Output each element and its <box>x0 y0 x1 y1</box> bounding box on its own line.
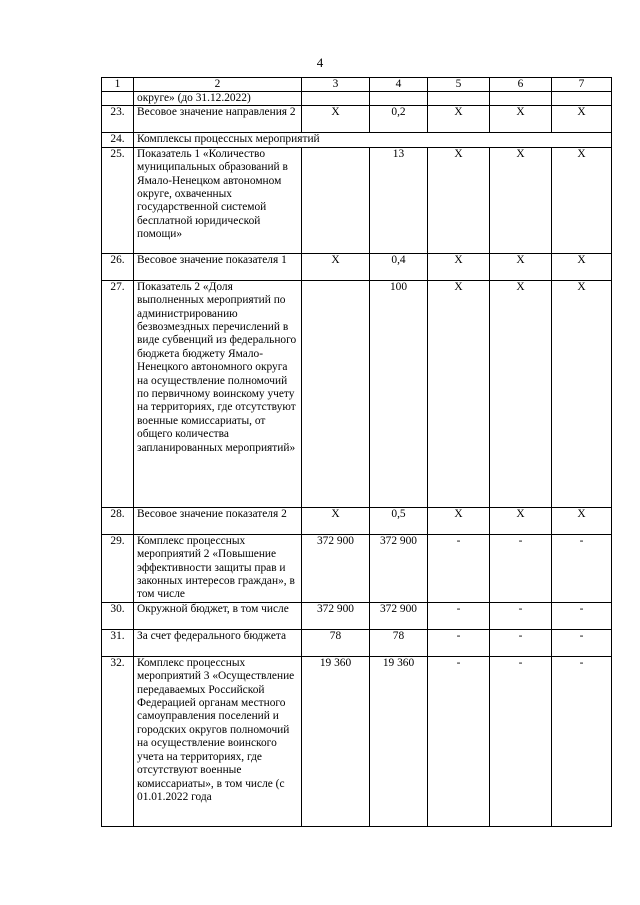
value-cell: 372 900 <box>370 602 428 629</box>
value-cell: X <box>302 253 370 280</box>
value-cell <box>552 92 612 106</box>
table-row <box>102 602 612 629</box>
value-cell: 78 <box>370 629 428 656</box>
empty-cell <box>370 133 612 147</box>
value-cell: X <box>490 507 552 534</box>
value-cell: 19 360 <box>370 656 428 826</box>
value-cell: 0,5 <box>370 507 428 534</box>
value-cell: - <box>428 602 490 629</box>
value-cell: - <box>490 629 552 656</box>
table-row <box>102 253 612 280</box>
table-row <box>102 133 612 147</box>
row-number: 32. <box>102 656 134 826</box>
value-cell: X <box>552 507 612 534</box>
value-cell: - <box>490 656 552 826</box>
header-cell: 5 <box>428 78 490 92</box>
table-row <box>102 147 612 253</box>
row-number: 23. <box>102 106 134 133</box>
value-cell: X <box>490 106 552 133</box>
value-cell: - <box>490 602 552 629</box>
indicators-table <box>101 77 612 827</box>
value-cell: X <box>302 106 370 133</box>
row-text: Весовое значение направления 2 <box>134 106 302 133</box>
row-number: 29. <box>102 534 134 602</box>
row-text: Окружной бюджет, в том числе <box>134 602 302 629</box>
value-cell <box>302 280 370 507</box>
value-cell: - <box>490 534 552 602</box>
value-cell: X <box>428 280 490 507</box>
value-cell: 78 <box>302 629 370 656</box>
row-text: округе» (до 31.12.2022) <box>134 92 302 106</box>
header-cell: 2 <box>134 78 302 92</box>
value-cell: 100 <box>370 280 428 507</box>
header-row <box>102 78 612 92</box>
value-cell: X <box>552 147 612 253</box>
header-cell: 3 <box>302 78 370 92</box>
row-text: Комплекс процессных мероприятий 3 «Осуществление передаваемых Российской Федерацией органам местного самоуправления поселений и городских округов полномочий на осуществление воинского учета на территориях, где отсутствуют военные комиссариаты», в том числе (с 01.01.2022 года <box>134 656 302 826</box>
value-cell: X <box>428 253 490 280</box>
value-cell: X <box>302 507 370 534</box>
table-row <box>102 106 612 133</box>
header-cell: 6 <box>490 78 552 92</box>
value-cell <box>302 147 370 253</box>
table-row <box>102 629 612 656</box>
value-cell: X <box>428 147 490 253</box>
row-text: Весовое значение показателя 1 <box>134 253 302 280</box>
value-cell: - <box>552 656 612 826</box>
table-row <box>102 280 612 507</box>
value-cell: X <box>552 280 612 507</box>
value-cell: - <box>552 629 612 656</box>
value-cell <box>490 92 552 106</box>
header-cell: 7 <box>552 78 612 92</box>
value-cell: X <box>552 106 612 133</box>
value-cell: - <box>552 534 612 602</box>
row-text: Показатель 2 «Доля выполненных мероприятий по администрированию безвозмездных перечислений в виде субвенций из федерального бюджета бюджету Ямало-Ненецкого автономного округа на осуществление полномочий по первичному воинскому учету на территориях, где отсутствуют военные комиссариаты, от общего количества запланированных мероприятий» <box>134 280 302 507</box>
value-cell: X <box>490 147 552 253</box>
value-cell: - <box>552 602 612 629</box>
value-cell: - <box>428 534 490 602</box>
row-text: Комплексы процессных мероприятий <box>134 133 370 147</box>
value-cell <box>370 92 428 106</box>
value-cell: 13 <box>370 147 428 253</box>
value-cell: X <box>490 280 552 507</box>
row-number: 30. <box>102 602 134 629</box>
row-text: За счет федерального бюджета <box>134 629 302 656</box>
table-row <box>102 507 612 534</box>
row-number: 26. <box>102 253 134 280</box>
page-number: 4 <box>316 55 324 70</box>
table-row <box>102 656 612 826</box>
value-cell: 0,4 <box>370 253 428 280</box>
row-number: 31. <box>102 629 134 656</box>
value-cell: 372 900 <box>370 534 428 602</box>
value-cell: 0,2 <box>370 106 428 133</box>
value-cell: - <box>428 656 490 826</box>
row-number: 25. <box>102 147 134 253</box>
row-number <box>102 92 134 106</box>
table-row <box>102 534 612 602</box>
value-cell: 19 360 <box>302 656 370 826</box>
value-cell: X <box>428 507 490 534</box>
value-cell <box>428 92 490 106</box>
value-cell: - <box>428 629 490 656</box>
row-number: 28. <box>102 507 134 534</box>
value-cell: 372 900 <box>302 602 370 629</box>
value-cell: 372 900 <box>302 534 370 602</box>
row-number: 27. <box>102 280 134 507</box>
row-text: Комплекс процессных мероприятий 2 «Повышение эффективности защиты прав и законных интересов граждан», в том числе <box>134 534 302 602</box>
row-number: 24. <box>102 133 134 147</box>
row-text: Показатель 1 «Количество муниципальных образований в Ямало-Ненецком автономном округе, охваченных государственной системой бесплатной юридической помощи» <box>134 147 302 253</box>
value-cell: X <box>490 253 552 280</box>
value-cell: X <box>428 106 490 133</box>
value-cell <box>302 92 370 106</box>
header-cell: 4 <box>370 78 428 92</box>
table-row <box>102 92 612 106</box>
header-cell: 1 <box>102 78 134 92</box>
row-text: Весовое значение показателя 2 <box>134 507 302 534</box>
value-cell: X <box>552 253 612 280</box>
